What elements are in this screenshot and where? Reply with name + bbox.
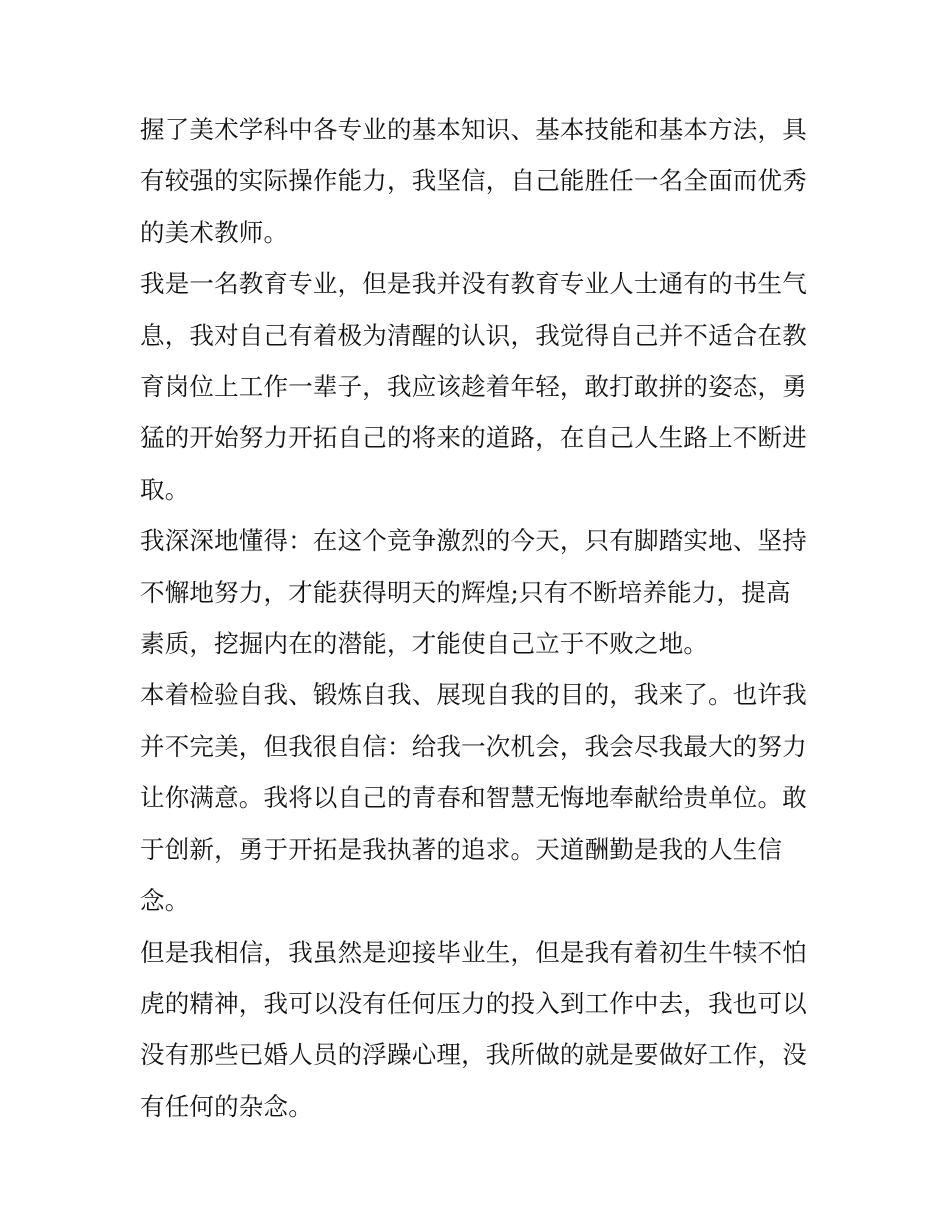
paragraph-2: 我是一名教育专业，但是我并没有教育专业人士通有的书生气息，我对自己有着极为清醒的认识，我觉得自己并不适合在教育岗位上工作一辈子，我应该趁着年轻，敢打敢拼的姿态，勇猛的开始努力开拓自己的将来的道路，在自己人生路上不断进取。 (140, 269, 807, 504)
document-body (140, 104, 815, 1132)
paragraph-5: 但是我相信，我虽然是迎接毕业生，但是我有着初生牛犊不怕虎的精神，我可以没有任何压力的投入到工作中去，我也可以没有那些已婚人员的浮躁心理，我所做的就是要做好工作，没有任何的杂念。 (140, 937, 807, 1121)
paragraph-1: 握了美术学科中各专业的基本知识、基本技能和基本方法，具有较强的实际操作能力，我坚信，自己能胜任一名全面而优秀的美术教师。 (140, 115, 807, 247)
paragraph-3: 我深深地懂得：在这个竞争激烈的今天，只有脚踏实地、坚持不懈地努力，才能获得明天的辉煌;只有不断培养能力，提高素质，挖掘内在的潜能，才能使自己立于不败之地。 (140, 526, 807, 659)
paragraph-4: 本着检验自我、锻炼自我、展现自我的目的，我来了。也许我并不完美，但我很自信：给我一次机会，我会尽我最大的努力让你满意。我将以自己的青春和智慧无悔地奉献给贵单位。敢于创新，勇于开拓是我执著的追求。天道酬勤是我的人生信念。 (140, 680, 807, 916)
